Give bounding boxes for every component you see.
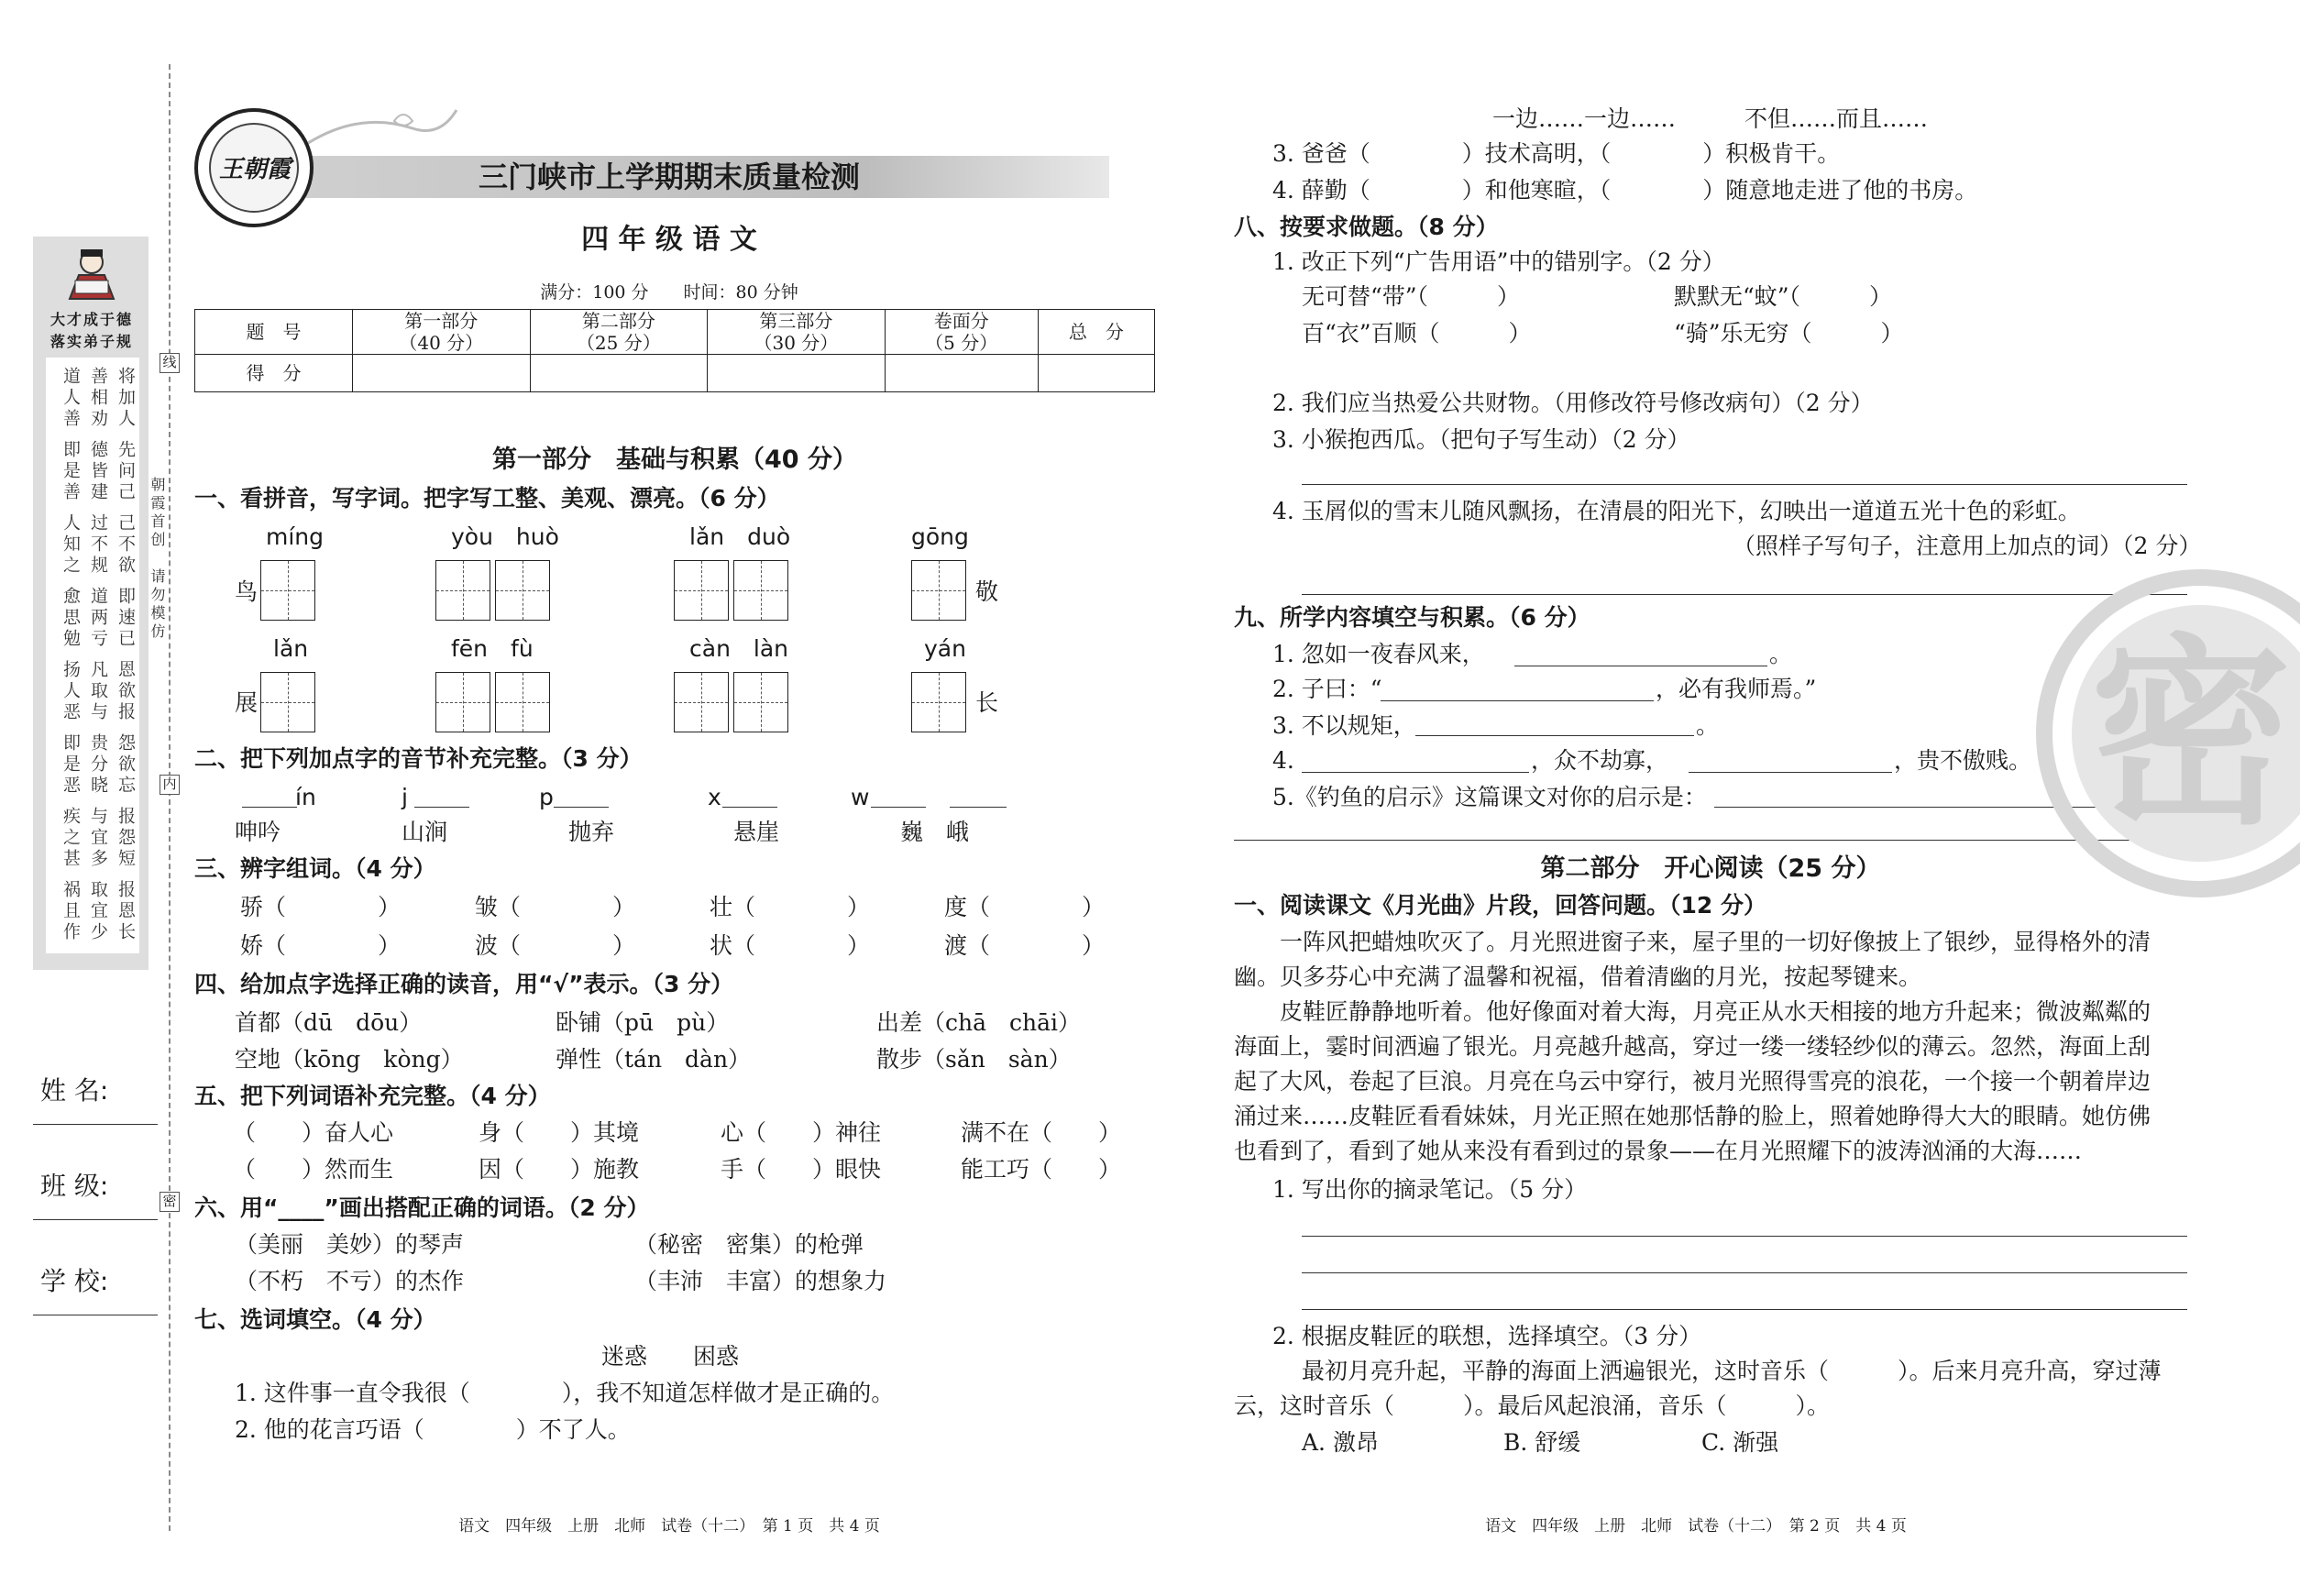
q1-pinyin: lǎn duò [689,523,791,550]
score-cell[interactable] [353,355,531,392]
q5-title: 五、把下列词语补充完整。（4 分） [194,1083,551,1109]
q1-char: 展 [235,689,259,716]
q9-item: 3. 不以规矩， [1272,712,1416,739]
q9-title: 九、所学内容填空与积累。（6 分） [1234,604,1590,631]
score-header-cell: 第二部分 （25 分） [530,310,708,355]
part1-heading: 第一部分 基础与积累（40 分） [492,446,857,474]
q2-blank-text: ín [295,784,316,810]
passage-line: 皮鞋匠静静地听着。他好像面对着大海，月亮正从水天相接的地方升起来；微波粼粼的 [1280,998,2151,1025]
name-field[interactable] [33,1124,158,1125]
q3-pair: 波（ ） [475,932,636,959]
q2-blank[interactable] [414,807,469,808]
q4-item: 空地（kōng kòng） [235,1046,464,1073]
q8-sub: 3. 小猴抱西瓜。（把句子写生动）（2 分） [1272,426,1690,453]
q9-end: 。 [1696,712,1720,739]
option: C. 渐强 [1701,1429,1779,1456]
q8-sub: 4. 玉屑似的雪末儿随风飘扬，在清晨的阳光下，幻映出一道道五光十色的彩虹。 [1272,498,2081,524]
writing-box[interactable] [435,672,490,732]
q2-word: 抛弃 [568,819,615,845]
q5-item: 因（ ）施教 [479,1156,640,1183]
q1-pinyin: gōng [911,523,969,550]
exam-title: 三门峡市上学期期末质量检测 [478,160,860,194]
q2-blank[interactable] [722,807,777,808]
q1-char: 长 [975,689,999,716]
motto-column: 愈思勉 [61,587,81,650]
q6-item: （不朽 不亏）的杰作 [235,1268,465,1294]
q9-end: 。 [1769,641,1793,667]
q3-pair: 皱（ ） [475,894,636,920]
passage-line: 一阵风把蜡烛吹灭了。月光照进窗子来，屋子里的一切好像披上了银纱，显得格外的清 [1280,929,2151,955]
footer-left: 语文 四年级 上册 北师 试卷（十二） 第 1 页 共 4 页 [458,1517,880,1535]
passage-line: 也看到了，看到了她从来没有看到过的景象——在月光照耀下的波涛汹涌的大海…… [1234,1138,2083,1164]
q5-item: 能工巧（ ） [961,1156,1122,1183]
score-cell[interactable] [708,355,886,392]
q8-ad: 无可替“带”（ ） [1302,283,1521,310]
writing-box[interactable] [733,672,788,732]
passage-line: 涌过来……皮鞋匠看看妹妹，月光正照在她那恬静的脸上，照着她睁得大大的眼睛。她仿佛 [1234,1103,2151,1129]
q3-pair: 壮（ ） [710,894,871,920]
stamp-char: 密 [2090,614,2293,852]
q4-item: 弹性（tán dàn） [556,1046,752,1073]
q1-char: 鸟 [235,578,259,605]
q8-note: （照样子写句子，注意用上加点的词）（2 分） [1733,533,2202,559]
answer-line[interactable] [1415,735,1694,736]
q2-title: 二、把下列加点字的音节补充完整。（3 分） [194,745,643,772]
q2-blank[interactable] [554,807,609,808]
footer-right: 语文 四年级 上册 北师 试卷（十二） 第 2 页 共 4 页 [1485,1517,1907,1535]
q2-blank-text: x [708,784,721,810]
writing-box[interactable] [495,560,550,621]
name-label: 姓 名: [40,1075,109,1106]
seal-box-3: 密 [160,1192,180,1212]
q5-item: （ ）奋人心 [233,1119,394,1146]
q5-item: 身（ ）其境 [479,1119,640,1146]
q7-item: 4. 薛勤（ ）和他寒暄，（ ）随意地走进了他的书房。 [1272,177,1978,204]
writing-box[interactable] [674,560,729,621]
score-cell[interactable] [530,355,708,392]
writing-box[interactable] [674,672,729,732]
motto-column: 将加人 [116,367,136,430]
q9-item: ，贵不傲贱。 [1894,747,2032,774]
q8-ad: 默默无“蚊”（ ） [1674,283,1893,310]
q2-blank-text: w [851,784,870,810]
q1-pinyin: míng [266,523,325,550]
q6-item: （美丽 美妙）的琴声 [235,1231,465,1258]
q4-item: 散步（sǎn sàn） [876,1046,1072,1073]
writing-box[interactable] [911,560,966,621]
motto-column: 恩欲报 [116,660,136,723]
q4-item: 首都（dū dōu） [235,1009,423,1036]
q6-item: （丰沛 丰富）的想象力 [634,1268,887,1294]
score-header-cell: 卷面分 （5 分） [885,310,1038,355]
q3-pair: 渡（ ） [944,932,1106,959]
motto-column: 凡取与 [88,660,108,723]
option: B. 舒缓 [1503,1429,1581,1456]
q8-ad: 百“衣”百顺（ ） [1302,320,1532,347]
q9-item: 4. [1272,747,1294,774]
q7-title: 七、选词填空。（4 分） [194,1306,436,1333]
q2-word: 呻吟 [235,819,281,845]
answer-line[interactable] [1302,1309,2187,1310]
q5-item: 满不在（ ） [961,1119,1122,1146]
option: A. 激昂 [1302,1429,1379,1456]
q7-words-2: 一边……一边…… 不但……而且…… [1492,105,1929,132]
q7-words: 迷惑 困惑 [601,1343,740,1370]
q2-word: 巍 峨 [900,819,970,845]
q8-sub: 2. 我们应当热爱公共财物。（用修改符号修改病句）（2 分） [1272,390,1874,416]
score-header-cell: 题 号 [195,310,353,355]
motto-column: 即是恶 [61,733,81,797]
answer-line[interactable] [1302,1272,2187,1273]
exam-subtitle: 四 年 级 语 文 [581,224,757,256]
q3-pair: 骄（ ） [240,894,402,920]
score-cell[interactable] [885,355,1038,392]
writing-box[interactable] [435,560,490,621]
q7-item: 3. 爸爸（ ）技术高明，（ ）积极肯干。 [1272,140,1841,167]
motto-column: 扬人恶 [61,660,81,723]
q6-title: 六、用“____”画出搭配正确的词语。（2 分） [194,1194,650,1221]
answer-line[interactable] [1302,772,1529,773]
answer-line[interactable] [1302,484,2187,485]
seal-box-1: 线 [160,353,180,373]
motto-column: 疾之甚 [61,807,81,870]
motto-line-1: 大才成于德 [50,311,133,328]
motto-line-2: 落实弟子规 [50,333,133,350]
q5-item: 手（ ）眼快 [721,1156,882,1183]
writing-box[interactable] [260,560,315,621]
q2-word: 山涧 [402,819,448,845]
writing-box[interactable] [911,672,966,732]
motto-column: 人知之 [61,513,81,577]
q1-pinyin: lǎn [273,635,309,662]
q1-char: 敬 [975,578,999,605]
passage-line: 起了大风，卷起了巨浪。月亮在乌云中穿行，被月光照得雪亮的浪花，一个接一个朝着岸边 [1234,1068,2151,1095]
q4-title: 四、给加点字选择正确的读音，用“√”表示。（3 分） [194,971,734,997]
motto-column: 己不欲 [116,513,136,577]
q2-blank[interactable] [871,807,926,808]
q8-ad: “骑”乐无穷（ ） [1674,320,1904,347]
score-table [194,309,1155,392]
motto-column: 贵分晓 [88,733,108,797]
motto-column: 祸且作 [61,880,81,943]
q8-sub: 1. 改正下列“广告用语”中的错别字。（2 分） [1272,248,1725,275]
writing-box[interactable] [260,672,315,732]
score-cell[interactable] [1038,355,1154,392]
answer-line[interactable] [1689,772,1892,773]
q3-pair: 娇（ ） [240,932,402,959]
side-note-2: 请勿模仿 [149,568,166,642]
motto-column: 即是善 [61,440,81,503]
motto-column: 德皆建 [88,440,108,503]
motto-column: 与宜多 [88,807,108,870]
score-header-cell: 第一部分 （40 分） [353,310,531,355]
q3-title: 三、辨字组词。（4 分） [194,855,436,882]
q3-pair: 度（ ） [944,894,1106,920]
q6-item: （秘密 密集）的枪弹 [634,1231,864,1258]
passage-line: 海面上，霎时间洒遍了银光。月亮越升越高，穿过一缕一缕轻纱似的薄云。忽然，海面上刮 [1234,1033,2151,1060]
writing-box[interactable] [495,672,550,732]
logo-text: 王朝霞 [218,156,291,183]
motto-column: 道两亏 [88,587,108,650]
exam-info: 满分：100 分 时间：80 分钟 [540,282,798,303]
motto-column: 即速已 [116,587,136,650]
decorative-ribbon-icon [303,101,458,160]
score-header-cell: 总 分 [1038,310,1154,355]
class-field[interactable] [33,1219,158,1220]
side-note-1: 朝霞首创 [149,477,166,550]
part2-heading: 第二部分 开心阅读（25 分） [1540,854,1881,883]
q9-item: 2. 子曰：“ [1272,676,1382,702]
school-label: 学 校: [40,1266,109,1296]
class-label: 班 级: [40,1171,109,1201]
score-row-label: 得 分 [195,355,353,392]
q5-item: （ ）然而生 [233,1156,394,1183]
motto-column: 怨欲忘 [116,733,136,797]
q4-item: 卧铺（pū pù） [556,1009,730,1036]
q1-pinyin: fēn fù [451,635,534,662]
motto-column: 道人善 [61,367,81,430]
motto-column: 报怨短 [116,807,136,870]
motto-column: 先问己 [116,440,136,503]
part2-q1-title: 一、阅读课文《月光曲》片段，回答问题。（12 分） [1234,892,1766,919]
q7-item: 1. 这件事一直令我很（ ），我不知道怎样做才是正确的。 [235,1380,895,1406]
q9-item: ，必有我师焉。” [1656,676,1817,702]
seal-box-2: 内 [160,775,180,795]
part2-sub2-text: 最初月亮升起，平静的海面上洒遍银光，这时音乐（ ）。后来月亮升高，穿过薄 [1302,1358,2162,1384]
q4-item: 出差（chā chāi） [876,1009,1082,1036]
q2-blank[interactable] [950,807,1007,808]
mascot-icon [57,246,127,301]
motto-column: 报恩长 [116,880,136,943]
answer-line[interactable] [1381,700,1654,701]
motto-column: 善相劝 [88,367,108,430]
part2-sub1: 1. 写出你的摘录笔记。（5 分） [1272,1176,1588,1203]
q1-pinyin: càn làn [689,635,789,662]
q9-item: ，众不劫寡， [1531,747,1669,774]
score-header-cell: 第三部分 （30 分） [708,310,886,355]
writing-box[interactable] [733,560,788,621]
q2-blank[interactable] [242,807,297,808]
q5-item: 心（ ）神往 [721,1119,882,1146]
q1-pinyin: yán [924,635,966,662]
q9-item: 5.《钓鱼的启示》这篇课文对你的启示是： [1272,784,1707,810]
q2-word: 悬崖 [733,819,780,845]
motto-column: 取宜少 [88,880,108,943]
q7-item: 2. 他的花言巧语（ ）不了人。 [235,1416,631,1443]
q2-blank-text: p [539,784,554,810]
q3-pair: 状（ ） [710,932,871,959]
fold-line [169,64,171,1531]
motto-column: 过不规 [88,513,108,577]
q8-title: 八、按要求做题。（8 分） [1234,214,1499,240]
passage-line: 幽。贝多芬心中充满了温馨和祝福，借着清幽的月光，按起琴键来。 [1234,963,1922,990]
part2-sub2-text: 云，这时音乐（ ）。最后风起浪涌，音乐（ ）。 [1234,1392,1831,1419]
q1-pinyin: yòu huò [451,523,559,550]
q1-title: 一、看拼音，写字词。把字写工整、美观、漂亮。（6 分） [194,485,780,512]
answer-line[interactable] [1302,1236,2187,1237]
part2-sub2: 2. 根据皮鞋匠的联想，选择填空。（3 分） [1272,1323,1702,1349]
q9-item: 1. 忽如一夜春风来， [1272,641,1485,667]
q2-blank-text: j [402,784,408,810]
